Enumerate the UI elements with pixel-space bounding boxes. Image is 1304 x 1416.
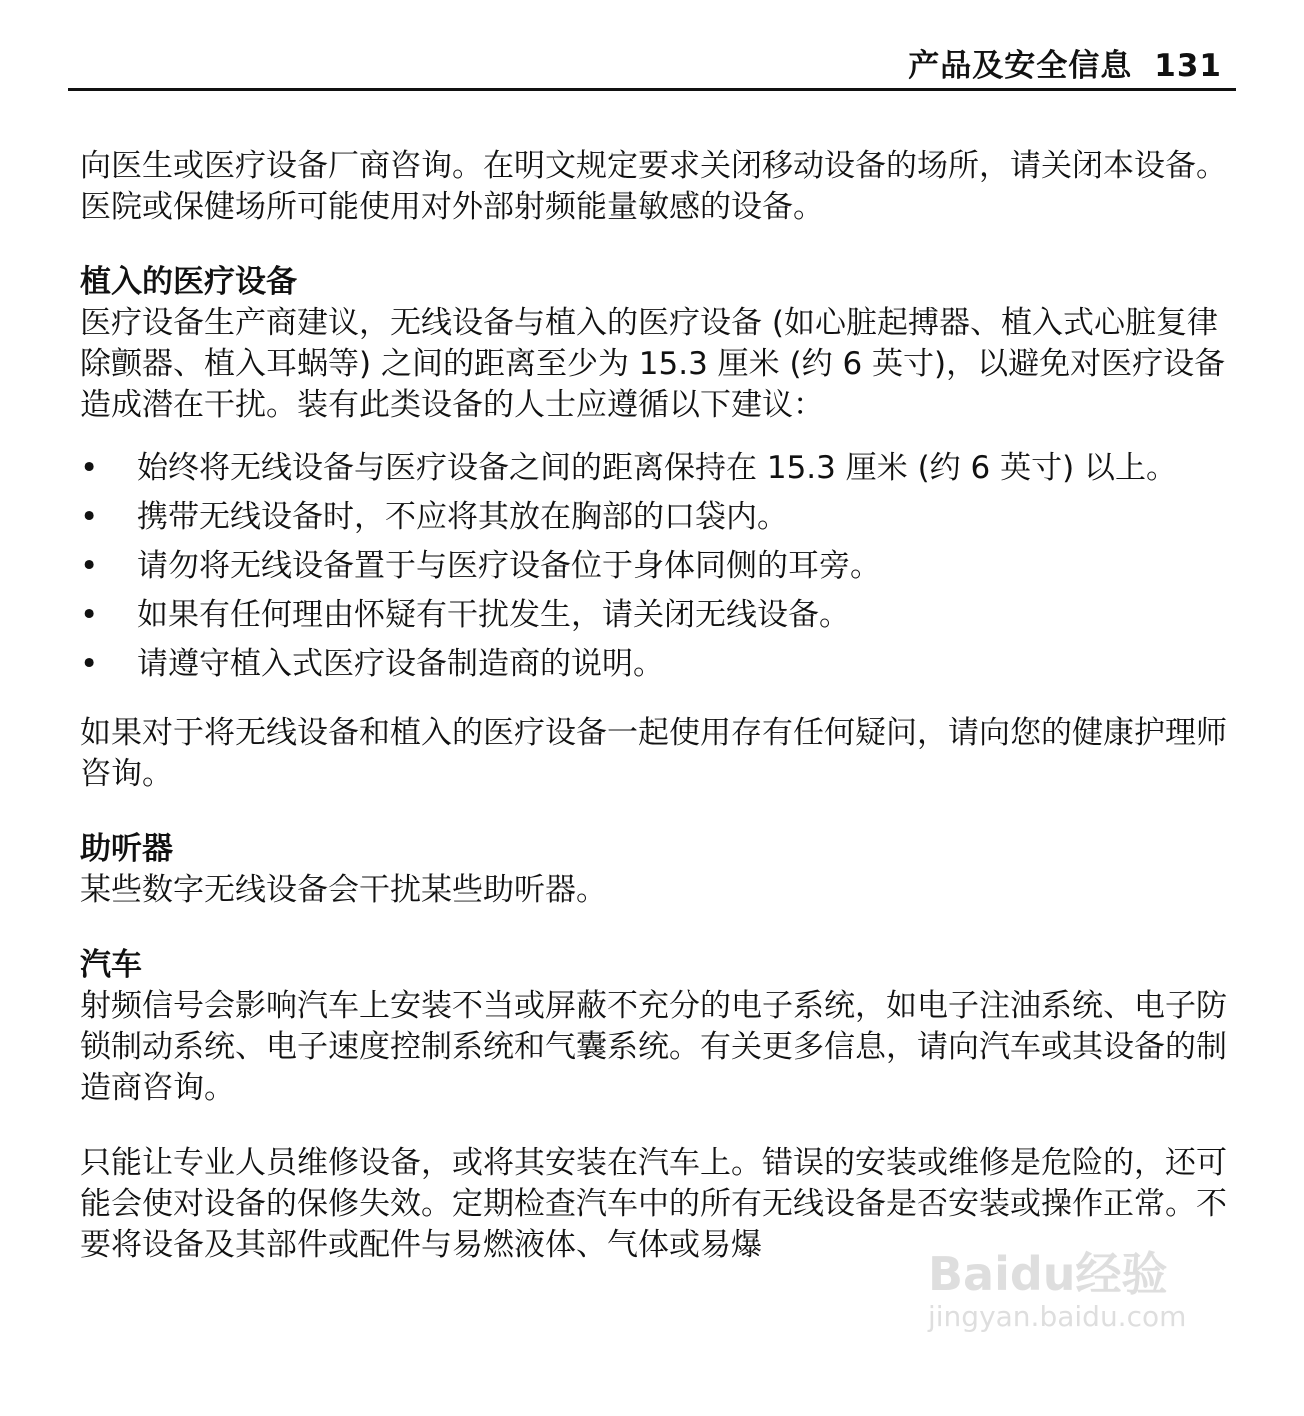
page-content — [80, 146, 1230, 1300]
list-item — [80, 595, 1230, 636]
bullet-icon: • — [80, 499, 99, 535]
bullet-icon: • — [80, 450, 99, 486]
implanted-paragraph: 医疗设备生产商建议，无线设备与植入的医疗设备 (如心脏起搏器、植入式心脏复律除颤器、植入耳蜗等) 之间的距离至少为 15.3 厘米 (约 6 英寸)，以避免对医疗设备造成潜在干扰。装有此类设备的人士应遵循以下建议： — [80, 305, 1226, 423]
watermark-title: Baidu经验 — [928, 1247, 1168, 1301]
watermark — [928, 1248, 1228, 1368]
bullet-icon: • — [80, 646, 99, 682]
list-item — [80, 448, 1230, 489]
list-item — [80, 546, 1230, 587]
implanted-heading: 植入的医疗设备 — [80, 264, 297, 300]
bullet-icon: • — [80, 548, 99, 584]
hearing-aids-paragraph: 某些数字无线设备会干扰某些助听器。 — [80, 872, 607, 908]
vehicles-heading: 汽车 — [80, 947, 142, 983]
header-title: 产品及安全信息 — [908, 48, 1133, 84]
list-item — [80, 497, 1230, 538]
list-item — [80, 644, 1230, 685]
list-item-text: 如果有任何理由怀疑有干扰发生，请关闭无线设备。 — [137, 597, 850, 633]
bullet-icon: • — [80, 597, 99, 633]
intro-paragraph: 向医生或医疗设备厂商咨询。在明文规定要求关闭移动设备的场所，请关闭本设备。医院或保健场所可能使用对外部射频能量敏感的设备。 — [80, 148, 1227, 225]
hearing-aids-heading: 助听器 — [80, 831, 173, 867]
vehicles-paragraph-2: 只能让专业人员维修设备，或将其安装在汽车上。错误的安装或维修是危险的，还可能会使对设备的保修失效。定期检查汽车中的所有无线设备是否安装或操作正常。不要将设备及其部件或配件与易燃液体、气体或易爆 — [80, 1145, 1227, 1263]
list-item-text: 始终将无线设备与医疗设备之间的距离保持在 15.3 厘米 (约 6 英寸) 以上。 — [137, 450, 1178, 486]
implanted-closing-paragraph: 如果对于将无线设备和植入的医疗设备一起使用存有任何疑问，请向您的健康护理师咨询。 — [80, 715, 1227, 792]
implanted-section — [80, 262, 1230, 426]
vehicles-section — [80, 945, 1230, 1109]
header-title-block — [908, 44, 1236, 88]
hearing-aids-section — [80, 829, 1230, 911]
implanted-bullet-list — [80, 448, 1230, 685]
list-item-text: 携带无线设备时，不应将其放在胸部的口袋内。 — [137, 499, 788, 535]
vehicles-paragraph-1: 射频信号会影响汽车上安装不当或屏蔽不充分的电子系统，如电子注油系统、电子防锁制动系统、电子速度控制系统和气囊系统。有关更多信息，请向汽车或其设备的制造商咨询。 — [80, 988, 1227, 1106]
page-number: 131 — [1154, 48, 1222, 84]
page-header — [68, 44, 1236, 91]
list-item-text: 请勿将无线设备置于与医疗设备位于身体同侧的耳旁。 — [137, 548, 881, 584]
watermark-url: jingyan.baidu.com — [928, 1300, 1187, 1333]
list-item-text: 请遵守植入式医疗设备制造商的说明。 — [137, 646, 664, 682]
